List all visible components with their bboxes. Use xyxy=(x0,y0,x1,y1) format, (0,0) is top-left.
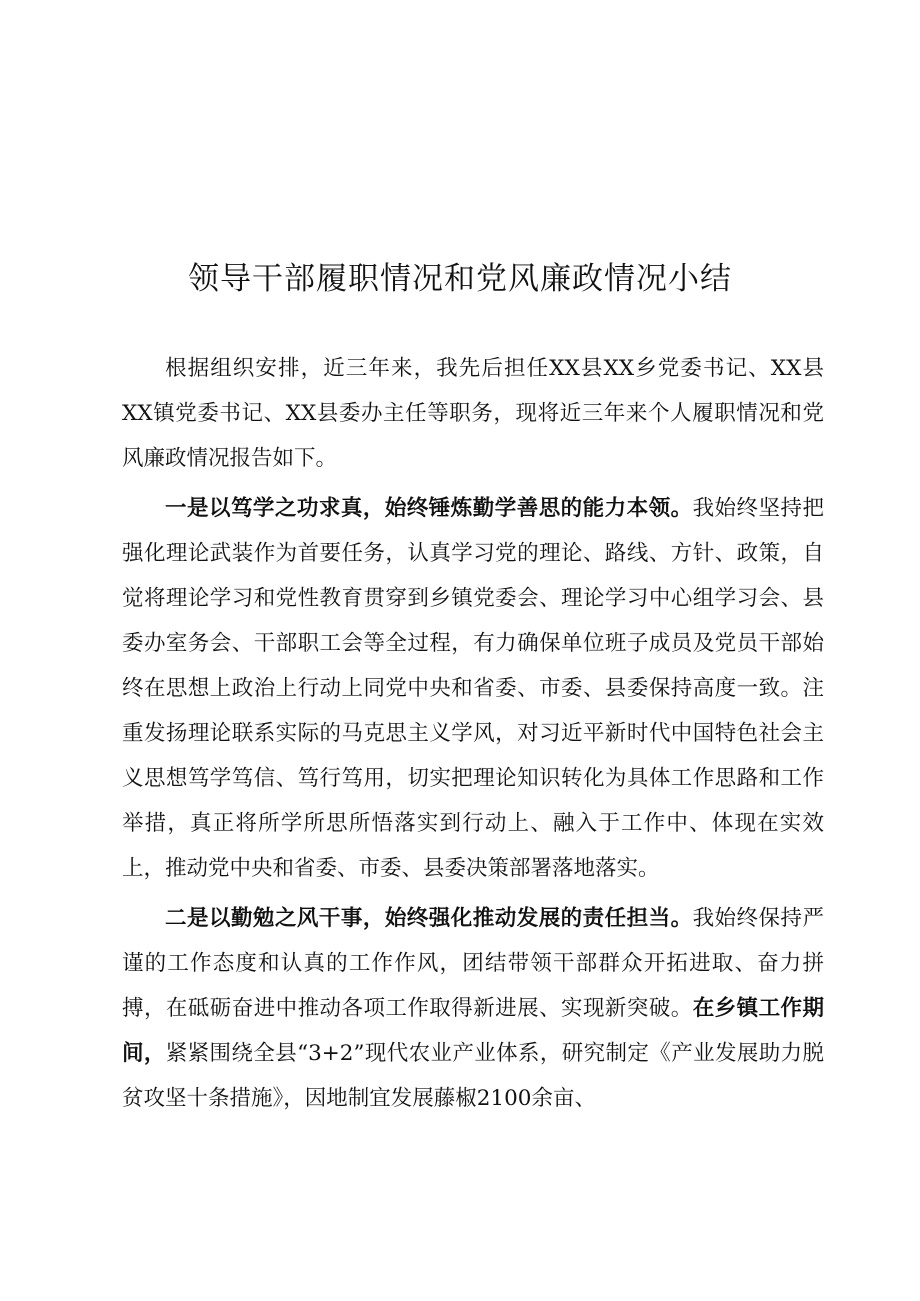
paragraph-point-two xyxy=(122,896,824,1121)
document-title: 领导干部履职情况和党风廉政情况小结 xyxy=(188,261,732,297)
paragraph-lead: 一是以笃学之功求真，始终锤炼勤学善思的能力本领。 xyxy=(165,496,693,521)
paragraph-tail: 紧紧围绕全县“3+2”现代农业产业体系，研究制定《产业发展助力脱贫攻坚十条措施》，因地制宜发展藤椒2100余亩、 xyxy=(122,1041,824,1111)
paragraph-point-one xyxy=(122,486,824,891)
paragraph-text: 根据组织安排，近三年来，我先后担任XX县XX乡党委书记、XX县XX镇党委书记、XX县委办主任等职务，现将近三年来个人履职情况和党风廉政情况报告如下。 xyxy=(122,356,824,471)
paragraph-mid-lead: 在乡镇工作期间， xyxy=(122,996,824,1066)
document-body xyxy=(122,346,824,1126)
paragraph-intro xyxy=(122,346,824,481)
paragraph-text: 我始终保持严谨的工作态度和认真的工作作风，团结带领干部群众开拓进取、奋力拼搏，在砥砺奋进中推动各项工作取得新进展、实现新突破。 xyxy=(122,906,824,1021)
paragraph-text: 我始终坚持把强化理论武装作为首要任务，认真学习党的理论、路线、方针、政策，自觉将理论学习和党性教育贯穿到乡镇党委会、理论学习中心组学习会、县委办室务会、干部职工会等全过程，有力确保单位班子成员及党员干部始终在思想上政治上行动上同党中央和省委、市委、县委保持高度一致。注重发扬理论联系实际的马克思主义学风，对习近平新时代中国特色社会主义思想笃学笃信、笃行笃用，切实把理论知识转化为具体工作思路和工作举措，真正将所学所思所悟落实到行动上、融入于工作中、体现在实效上，推动党中央和省委、市委、县委决策部署落地落实。 xyxy=(122,496,824,881)
paragraph-lead: 二是以勤勉之风干事，始终强化推动发展的责任担当。 xyxy=(165,906,693,931)
